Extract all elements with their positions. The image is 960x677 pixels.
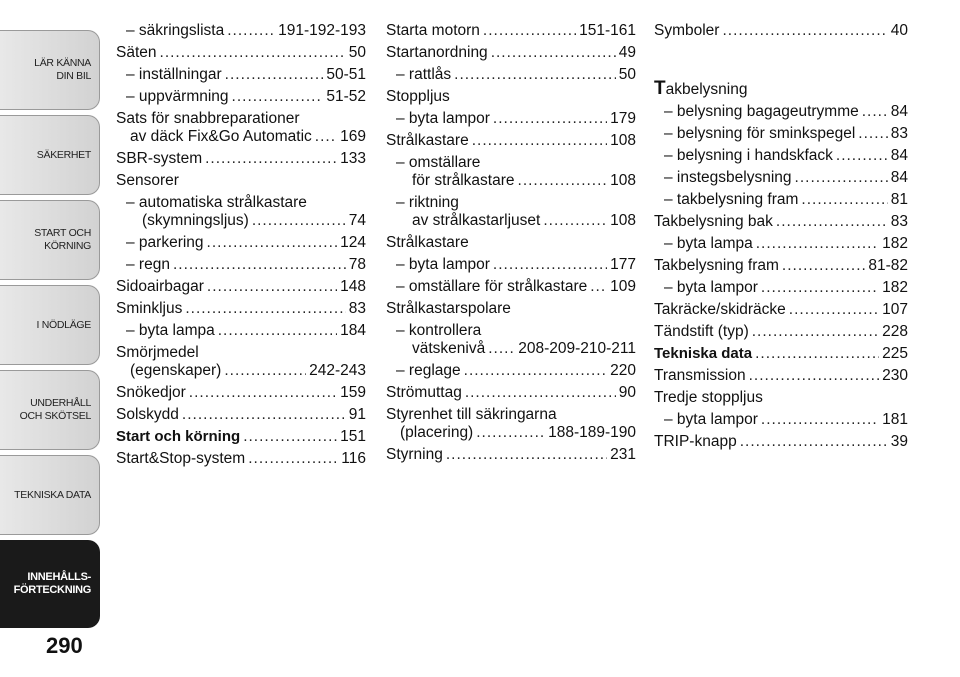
index-entry: Symboler ..... 40 bbox=[654, 22, 908, 40]
sidebar-nav bbox=[0, 0, 102, 677]
index-entry: – byta lampa ..... 184 bbox=[116, 322, 366, 340]
index-entry: SBR-system ..... 133 bbox=[116, 150, 366, 168]
index-entry: TRIP-knapp ..... 39 bbox=[654, 433, 908, 451]
index-entry: (placering) ..... 188-189-190 bbox=[386, 424, 636, 442]
index-entry: Strömuttag ..... 90 bbox=[386, 384, 636, 402]
index-entry: Takbelysning bak ..... 83 bbox=[654, 213, 908, 231]
tab-lar-kanna-din-bil[interactable] bbox=[0, 30, 100, 110]
index-entry: Sidoairbagar ..... 148 bbox=[116, 278, 366, 296]
index-entry: – belysning bagageutrymme ..... 84 bbox=[654, 103, 908, 121]
index-column-1 bbox=[116, 22, 366, 468]
index-entry: Takräcke/skidräcke ..... 107 bbox=[654, 301, 908, 319]
index-entry: Snökedjor ..... 159 bbox=[116, 384, 366, 402]
tab-start-och-korning[interactable] bbox=[0, 200, 100, 280]
index-entry: Säten ..... 50 bbox=[116, 44, 366, 62]
index-column-2 bbox=[386, 22, 636, 464]
tab-underhall-och-skotsel[interactable] bbox=[0, 370, 100, 450]
index-entry: Transmission ..... 230 bbox=[654, 367, 908, 385]
index-entry: – byta lampor ..... 179 bbox=[386, 110, 636, 128]
index-heading: Sensorer bbox=[116, 172, 179, 189]
index-heading: Styrenhet till säkringarna bbox=[386, 406, 557, 423]
index-entry: – belysning i handskfack ..... 84 bbox=[654, 147, 908, 165]
index-entry: Sminkljus ..... 83 bbox=[116, 300, 366, 318]
index-entry: Solskydd ..... 91 bbox=[116, 406, 366, 424]
index-entry: Strålkastare ..... 108 bbox=[386, 132, 636, 150]
index-letter-heading: Takbelysning bbox=[654, 78, 748, 99]
index-entry: – omställare för strålkastare ..... 109 bbox=[386, 278, 636, 296]
index-entry: – byta lampor ..... 182 bbox=[654, 279, 908, 297]
tab-i-nodlage[interactable] bbox=[0, 285, 100, 365]
index-heading: Sats för snabbreparationer bbox=[116, 110, 300, 127]
index-entry: – belysning för sminkspegel ..... 83 bbox=[654, 125, 908, 143]
index-entry: Tändstift (typ) ..... 228 bbox=[654, 323, 908, 341]
tab-label: LÄR KÄNNA DIN BIL bbox=[34, 57, 91, 82]
tab-label: SÄKERHET bbox=[36, 148, 91, 161]
tab-sakerhet[interactable] bbox=[0, 115, 100, 195]
index-entry: – takbelysning fram ..... 81 bbox=[654, 191, 908, 209]
index-entry: (skymningsljus) ..... 74 bbox=[116, 212, 366, 230]
index-entry: Takbelysning fram ..... 81-82 bbox=[654, 257, 908, 275]
index-heading: Strålkastare bbox=[386, 234, 469, 251]
tab-tekniska-data[interactable] bbox=[0, 455, 100, 535]
index-entry: – rattlås ..... 50 bbox=[386, 66, 636, 84]
tab-label: INNEHÅLLS- FÖRTECKNING bbox=[13, 571, 91, 596]
index-heading: – riktning bbox=[396, 194, 459, 211]
index-entry: för strålkastare ..... 108 bbox=[386, 172, 636, 190]
index-heading: – omställare bbox=[396, 154, 481, 171]
tab-label: I NÖDLÄGE bbox=[36, 318, 91, 331]
index-entry: (egenskaper) ..... 242-243 bbox=[116, 362, 366, 380]
index-entry: – uppvärmning ..... 51-52 bbox=[116, 88, 366, 106]
index-entry: Styrning ..... 231 bbox=[386, 446, 636, 464]
tab-label: START OCH KÖRNING bbox=[34, 227, 91, 252]
index-letter: T bbox=[654, 78, 666, 99]
tab-label: UNDERHÅLL OCH SKÖTSEL bbox=[19, 397, 91, 422]
index-entry-section: Start och körning ..... 151 bbox=[116, 428, 366, 446]
index-heading: Stoppljus bbox=[386, 88, 450, 105]
index-entry: vätskenivå ..... 208-209-210-211 bbox=[386, 340, 636, 358]
index-heading: – automatiska strålkastare bbox=[126, 194, 307, 211]
index-column-3 bbox=[654, 22, 908, 451]
index-entry: – reglage ..... 220 bbox=[386, 362, 636, 380]
page-number: 290 bbox=[46, 633, 83, 658]
index-entry: av strålkastarljuset ..... 108 bbox=[386, 212, 636, 230]
index-entry: – inställningar ..... 50-51 bbox=[116, 66, 366, 84]
index-entry-section: Tekniska data ..... 225 bbox=[654, 345, 908, 363]
index-entry: Start&Stop-system ..... 116 bbox=[116, 450, 366, 468]
index-entry: – byta lampa ..... 182 bbox=[654, 235, 908, 253]
index-entry: – parkering ..... 124 bbox=[116, 234, 366, 252]
index-heading: Strålkastarspolare bbox=[386, 300, 511, 317]
index-heading: Tredje stoppljus bbox=[654, 389, 763, 406]
index-entry: – instegsbelysning ..... 84 bbox=[654, 169, 908, 187]
index-entry: – byta lampor ..... 181 bbox=[654, 411, 908, 429]
tab-label: TEKNISKA DATA bbox=[14, 488, 91, 501]
index-entry: – byta lampor ..... 177 bbox=[386, 256, 636, 274]
index-entry: av däck Fix&Go Automatic ..... 169 bbox=[116, 128, 366, 146]
index-entry: – säkringslista ..... 191-192-193 bbox=[116, 22, 366, 40]
index-entry: Startanordning ..... 49 bbox=[386, 44, 636, 62]
index-entry: – regn ..... 78 bbox=[116, 256, 366, 274]
index-heading: – kontrollera bbox=[396, 322, 482, 339]
index-heading: Smörjmedel bbox=[116, 344, 199, 361]
tab-innehallsforteckning[interactable] bbox=[0, 540, 100, 628]
index-entry: Starta motorn ..... 151-161 bbox=[386, 22, 636, 40]
